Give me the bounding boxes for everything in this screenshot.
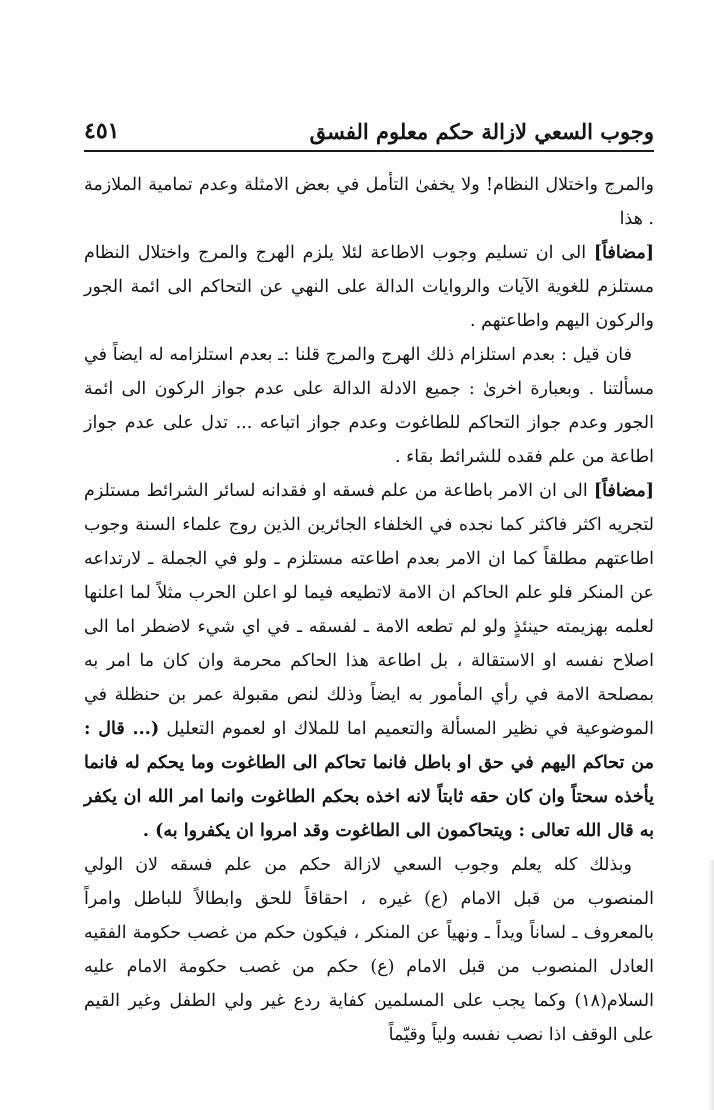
paragraph-text: الى ان تسليم وجوب الاطاعة لئلا يلزم الهرج والمرج واختلال النظام مستلزم للغوية الآيات والروايات الدالة على النهي عن التحاكم الى ائمة الجور والركون اليهم واطاعتهم . [84, 243, 654, 331]
paragraph-4 [84, 474, 654, 848]
paragraph-3 [84, 338, 654, 474]
body-text [84, 168, 654, 1052]
hadith-quote: (... قال : من تحاكم اليهم في حق او باطل فانما تحاكم الى الطاغوت وما يحكم له فانما يأخذه سحتاً وان كان حقه ثابتاً لانه اخذه بحكم الطاغوت وانما امر الله ان يكفر به قال الله تعالى : ويتحاكمون الى الطاغوت وقد امروا ان يكفروا به) . [84, 719, 654, 841]
paragraph-1 [84, 168, 654, 236]
paragraph-5 [84, 848, 654, 1052]
bracket-term: [مضافاً] [593, 243, 654, 263]
paragraph-text: والمرج واختلال النظام! ولا يخفىٰ التأمل في بعض الامثلة وعدم تمامية الملازمة . هذا [84, 175, 654, 229]
header-divider [84, 150, 654, 152]
paragraph-text: فان قيل : بعدم استلزام ذلك الهرج والمرج قلنا :ـ بعدم استلزامه له ايضاً في مسألتنا . وبعبارة اخرىٰ : جميع الادلة الدالة على عدم جواز الركون الى ائمة الجور وعدم جواز التحاكم للطاغوت وعدم جواز اتباعه ... تدل على عدم جواز اطاعة من علم فقده للشرائط بقاء . [84, 345, 654, 467]
page-number: ٤٥١ [84, 118, 120, 144]
paragraph-text-continued: وكما يجب على المسلمين كفاية ردع غير ولي الطفل وغير القيم على الوقف اذا نصب نفسه ولياً وقيّماً [84, 991, 654, 1045]
paragraph-text: وبذلك كله يعلم وجوب السعي لازالة حكم من علم فسقه لان الولي المنصوب من قبل الامام (ع) غيره ، احقاقاً للحق وابطالاً للباطل وامراً بالمعروف ـ لساناً ويداً ـ ونهياً عن المنكر ، فيكون حكم من غصب حكومة الفقيه العادل المنصوب من قبل الامام (ع) حكم من غصب حكومة الامام عليه السلام [84, 855, 654, 1011]
paragraph-text: الى ان الامر باطاعة من علم فسقه او فقدانه لسائر الشرائط مستلزم لتجريه اكثر فاكثر كما نجده في الخلفاء الجائرين الذين روج علماء السنة وجوب اطاعتهم مطلقاً كما ان الامر بعدم اطاعته مستلزم ـ ولو في الجملة ـ لارتداعه عن المنكر فلو علم الحاكم ان الامة لاتطيعه فيما لو اعلن الحرب مثلاً لما اعلنها لعلمه بهزيمته حينئذٍ ولو لم تطعه الامة ـ لفسقه ـ في اي شيء لاضطر اما الى اصلاح نفسه او الاستقالة ، بل اطاعة هذا الحاكم محرمة وان كان ما امر به بمصلحة الامة في رأي المأمور به ايضاً وذلك لنص مقبولة عمر بن حنظلة في الموضوعية في نظير المسألة والتعميم اما للملاك او لعموم التعليل [84, 481, 654, 739]
paragraph-2 [84, 236, 654, 338]
page-header [84, 104, 654, 144]
bracket-term: [مضافاً] [593, 481, 654, 501]
footnote-marker: (١٨) [574, 991, 607, 1011]
running-title: وجوب السعي لازالة حكم معلوم الفسق [309, 119, 654, 144]
page-edge-shadow [708, 860, 714, 1110]
